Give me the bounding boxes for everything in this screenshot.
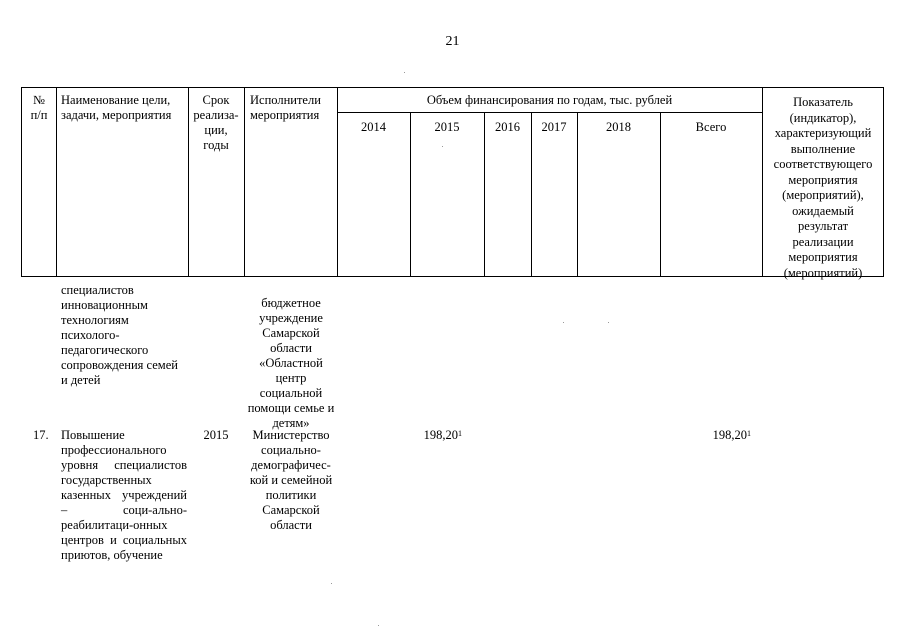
footnote-mark: 1 [458, 429, 462, 438]
row17-term: 2015 [203, 428, 229, 442]
header-num: № п/п [30, 93, 48, 122]
scan-speck [378, 625, 379, 626]
scan-speck [563, 322, 564, 323]
row17-executor: Министерство социально-демографичес-кой и семейной политики Самарской области [249, 428, 333, 532]
scan-speck [404, 72, 405, 73]
row17-value-total-text: 198,20 [712, 428, 747, 442]
header-indicator: Показатель (индикатор), характеризующий выполнение соответствующего мероприятия (мероприятий), ожидаемый результат реализации мероприятия (мероприятий) [773, 95, 873, 280]
header-financing-title: Объем финансирования по годам, тыс. рублей [426, 93, 673, 107]
scan-speck [442, 146, 443, 147]
header-term: Срок реализа- ции, годы [193, 93, 239, 152]
page-number: 21 [445, 34, 460, 49]
continuation-name: специалистов инновационным технологиям психолого-педагогического сопровождения семей и детей [61, 283, 178, 387]
row17-name: Повышение профессионального уровня специалистов государственных казенных учреждений – соци-ально-реабилитаци-онных центров и социальных приютов, обучение [61, 428, 187, 562]
header-year-2016: 2016 [495, 120, 520, 134]
header-total: Всего [695, 120, 727, 134]
scan-speck [608, 322, 609, 323]
row17-value-2015-text: 198,20 [423, 428, 458, 442]
row17-value-2015 [410, 428, 462, 443]
header-executors: Исполнители мероприятия [250, 93, 321, 122]
continuation-executor: бюджетное учреждение Самарской области «Областной центр социальной помощи семье и детям» [247, 296, 335, 430]
row17-num: 17. [33, 428, 49, 442]
header-year-2015: 2015 [434, 120, 460, 134]
header-year-2018: 2018 [606, 120, 631, 134]
scan-speck [331, 583, 332, 584]
header-name: Наименование цели, задачи, мероприятия [61, 93, 172, 122]
footnote-mark: 1 [747, 429, 751, 438]
header-year-2014: 2014 [361, 120, 386, 134]
row17-value-total [660, 428, 751, 443]
header-year-2017: 2017 [541, 120, 567, 134]
